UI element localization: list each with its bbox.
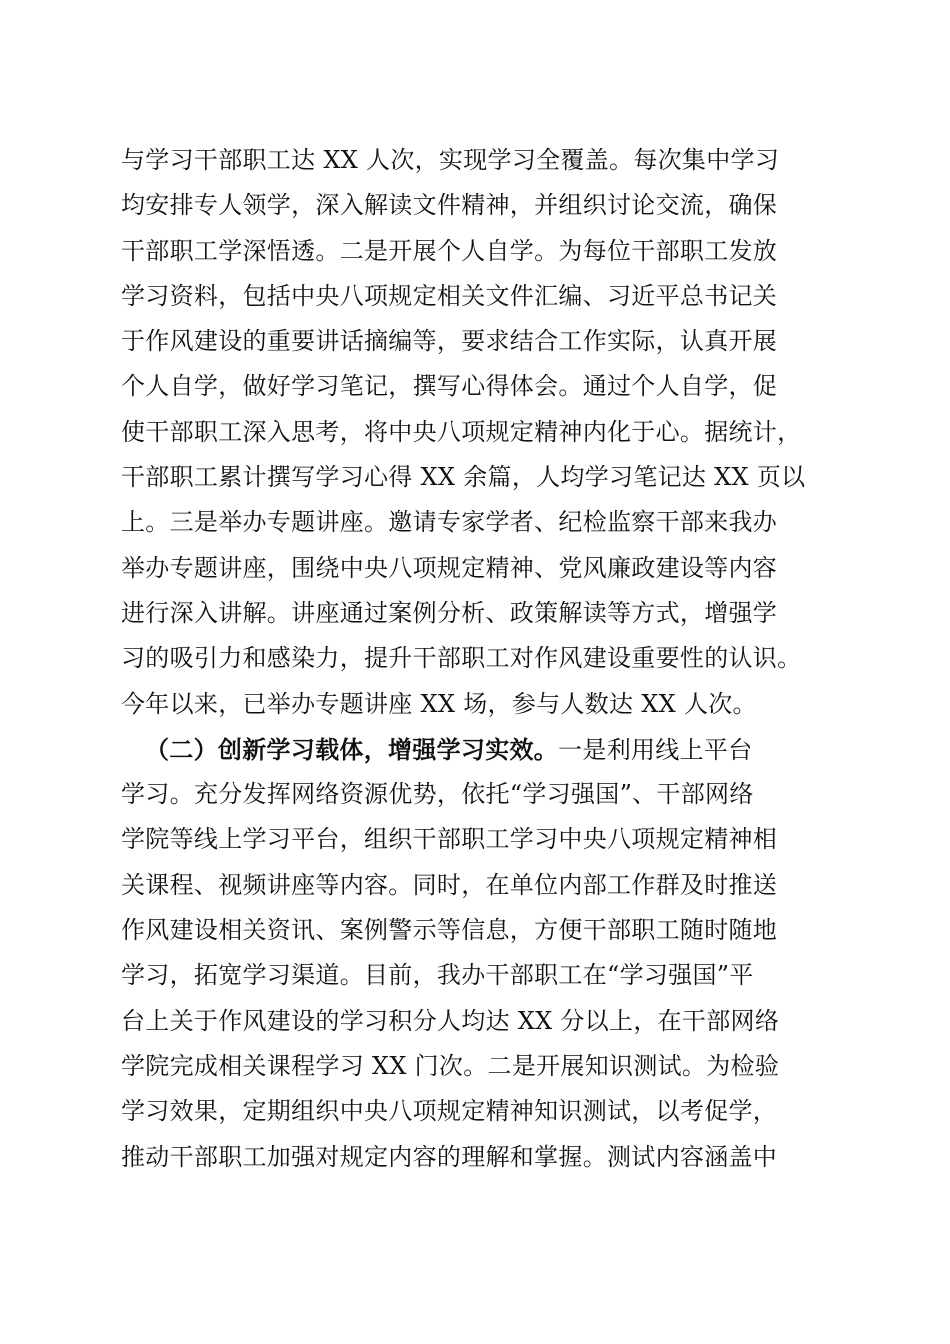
section-heading-rest: 一是利用线上平台 — [558, 735, 753, 764]
text-line: 于作风建设的重要讲话摘编等，要求结合工作实际，认真开展 — [121, 327, 778, 356]
text-line: 学习。充分发挥网络资源优势，依托“学习强国”、干部网络 — [121, 780, 754, 809]
text-line: 习的吸引力和感染力，提升干部职工对作风建设重要性的认识。 — [121, 644, 802, 673]
text-line: 干部职工学深悟透。二是开展个人自学。为每位干部职工发放 — [121, 236, 778, 265]
text-line: 台上关于作风建设的学习积分人均达 XX 分以上，在干部网络 — [121, 1006, 780, 1035]
text-line: 关课程、视频讲座等内容。同时，在单位内部工作群及时推送 — [121, 870, 778, 899]
text-line: 推动干部职工加强对规定内容的理解和掌握。测试内容涵盖中 — [121, 1142, 778, 1171]
text-line: 举办专题讲座，围绕中央八项规定精神、党风廉政建设等内容 — [121, 553, 778, 582]
text-line: 今年以来，已举办专题讲座 XX 场，参与人数达 XX 人次。 — [121, 689, 757, 718]
section-heading-line — [121, 727, 833, 772]
text-line: 均安排专人领学，深入解读文件精神，并组织讨论交流，确保 — [121, 191, 778, 220]
text-line: 干部职工累计撰写学习心得 XX 余篇，人均学习笔记达 XX 页以 — [121, 463, 806, 492]
text-line: 作风建设相关资讯、案例警示等信息，方便干部职工随时随地 — [121, 916, 778, 945]
text-line: 学习效果，定期组织中央八项规定精神知识测试，以考促学， — [121, 1097, 778, 1126]
text-line: 使干部职工深入思考，将中央八项规定精神内化于心。据统计， — [121, 417, 802, 446]
text-line: 个人自学，做好学习笔记，撰写心得体会。通过个人自学，促 — [121, 372, 778, 401]
text-line: 进行深入讲解。讲座通过案例分析、政策解读等方式，增强学 — [121, 598, 778, 627]
document-body — [121, 138, 833, 1180]
section-heading: （二）创新学习载体，增强学习实效。 — [145, 734, 559, 764]
text-line: 学习，拓宽学习渠道。目前，我办干部职工在“学习强国”平 — [121, 961, 754, 990]
text-line: 上。三是举办专题讲座。邀请专家学者、纪检监察干部来我办 — [121, 508, 778, 537]
text-line: 学习资料，包括中央八项规定相关文件汇编、习近平总书记关 — [121, 281, 778, 310]
text-line: 与学习干部职工达 XX 人次，实现学习全覆盖。每次集中学习 — [121, 146, 780, 174]
text-line: 学院等线上学习平台，组织干部职工学习中央八项规定精神相 — [121, 825, 778, 854]
text-line: 学院完成相关课程学习 XX 门次。二是开展知识测试。为检验 — [121, 1051, 780, 1080]
